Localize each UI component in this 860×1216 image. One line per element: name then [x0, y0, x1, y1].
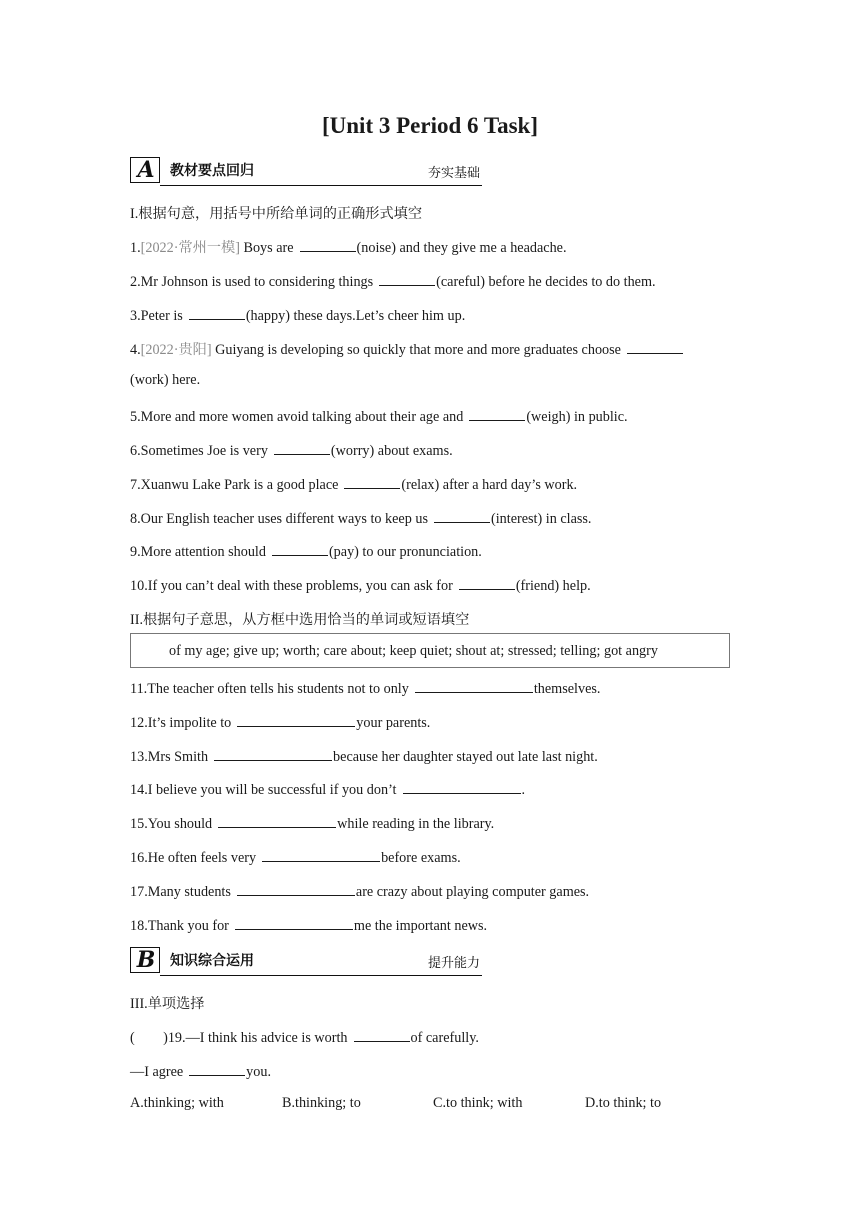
answer-blank[interactable] [403, 779, 521, 794]
answer-blank[interactable] [459, 575, 515, 590]
answer-blank[interactable] [262, 847, 380, 862]
part1-heading: I.根据句意，用括号中所给单词的正确形式填空 [130, 206, 423, 222]
answer-blank[interactable] [627, 339, 683, 354]
question-18: 18.Thank you for me the important news. [130, 915, 487, 935]
question-source: [2022·常州一模] [140, 240, 240, 256]
section-a-rule [160, 185, 482, 186]
question-19-line2: —I agree you. [130, 1061, 271, 1081]
question-15: 15.You should while reading in the library. [130, 813, 494, 833]
question-10: 10.If you can’t deal with these problems, you can ask for (friend) help. [130, 575, 591, 595]
section-a-subtitle: 夯实基础 [427, 166, 480, 181]
question-17: 17.Many students are crazy about playing computer games. [130, 881, 589, 901]
question-1: 1.[2022·常州一模] Boys are (noise) and they give me a headache. [130, 237, 567, 257]
answer-blank[interactable] [469, 406, 525, 421]
answer-blank[interactable] [235, 915, 353, 930]
part2-heading: II.根据句子意思，从方框中选用恰当的单词或短语填空 [130, 612, 470, 628]
question-4-continued: (work) here. [130, 372, 201, 388]
option-c[interactable]: C.to think; with [433, 1095, 523, 1111]
question-3: 3.Peter is (happy) these days.Let’s cheer him up. [130, 305, 465, 325]
part3-heading: III.单项选择 [130, 996, 205, 1012]
option-d[interactable]: D.to think; to [585, 1095, 662, 1111]
page-title: [Unit 3 Period 6 Task] [322, 113, 538, 138]
section-a-letter: A [137, 157, 155, 183]
section-a-banner [130, 157, 482, 185]
answer-blank[interactable] [189, 305, 245, 320]
question-16: 16.He often feels very before exams. [130, 847, 461, 867]
section-b-rule [160, 975, 482, 976]
answer-blank[interactable] [434, 508, 490, 523]
answer-blank[interactable] [379, 271, 435, 286]
question-12: 12.It’s impolite to your parents. [130, 712, 430, 732]
answer-blank[interactable] [344, 474, 400, 489]
answer-blank[interactable] [214, 746, 332, 761]
section-a-badge [130, 157, 160, 183]
question-9: 9.More attention should (pay) to our pronunciation. [130, 541, 482, 561]
question-source: [2022·贵阳] [140, 342, 212, 358]
option-a[interactable]: A.thinking; with [130, 1095, 224, 1111]
word-bank-text: of my age; give up; worth; care about; keep quiet; shout at; stressed; telling; got angry [169, 643, 658, 659]
answer-blank[interactable] [274, 440, 330, 455]
question-4: 4.[2022·贵阳] Guiyang is developing so quickly that more and more graduates choose [130, 339, 684, 359]
question-14: 14.I believe you will be successful if you don’t . [130, 779, 525, 799]
answer-paren[interactable]: ( ) [130, 1030, 168, 1046]
question-19: ( )19.—I think his advice is worth of carefully. [130, 1027, 479, 1047]
question-8: 8.Our English teacher uses different ways to keep us (interest) in class. [130, 508, 591, 528]
section-b-title: 知识综合运用 [170, 953, 254, 969]
answer-blank[interactable] [189, 1061, 245, 1076]
answer-blank[interactable] [300, 237, 356, 252]
question-13: 13.Mrs Smith because her daughter stayed out late last night. [130, 746, 598, 766]
answer-blank[interactable] [272, 541, 328, 556]
question-7: 7.Xuanwu Lake Park is a good place (relax) after a hard day’s work. [130, 474, 577, 494]
section-b-banner [130, 947, 482, 975]
answer-blank[interactable] [354, 1027, 410, 1042]
question-6: 6.Sometimes Joe is very (worry) about exams. [130, 440, 453, 460]
option-b[interactable]: B.thinking; to [282, 1095, 361, 1111]
word-bank-box [130, 633, 730, 668]
answer-blank[interactable] [218, 813, 336, 828]
section-a-title: 教材要点回归 [170, 163, 254, 179]
section-b-subtitle: 提升能力 [427, 956, 480, 971]
question-11: 11.The teacher often tells his students not to only themselves. [130, 678, 600, 698]
section-b-letter: B [136, 947, 156, 973]
answer-blank[interactable] [415, 678, 533, 693]
answer-blank[interactable] [237, 712, 355, 727]
section-b-badge [130, 947, 160, 973]
question-2: 2.Mr Johnson is used to considering things (careful) before he decides to do them. [130, 271, 656, 291]
question-5: 5.More and more women avoid talking about their age and (weigh) in public. [130, 406, 628, 426]
answer-blank[interactable] [237, 881, 355, 896]
